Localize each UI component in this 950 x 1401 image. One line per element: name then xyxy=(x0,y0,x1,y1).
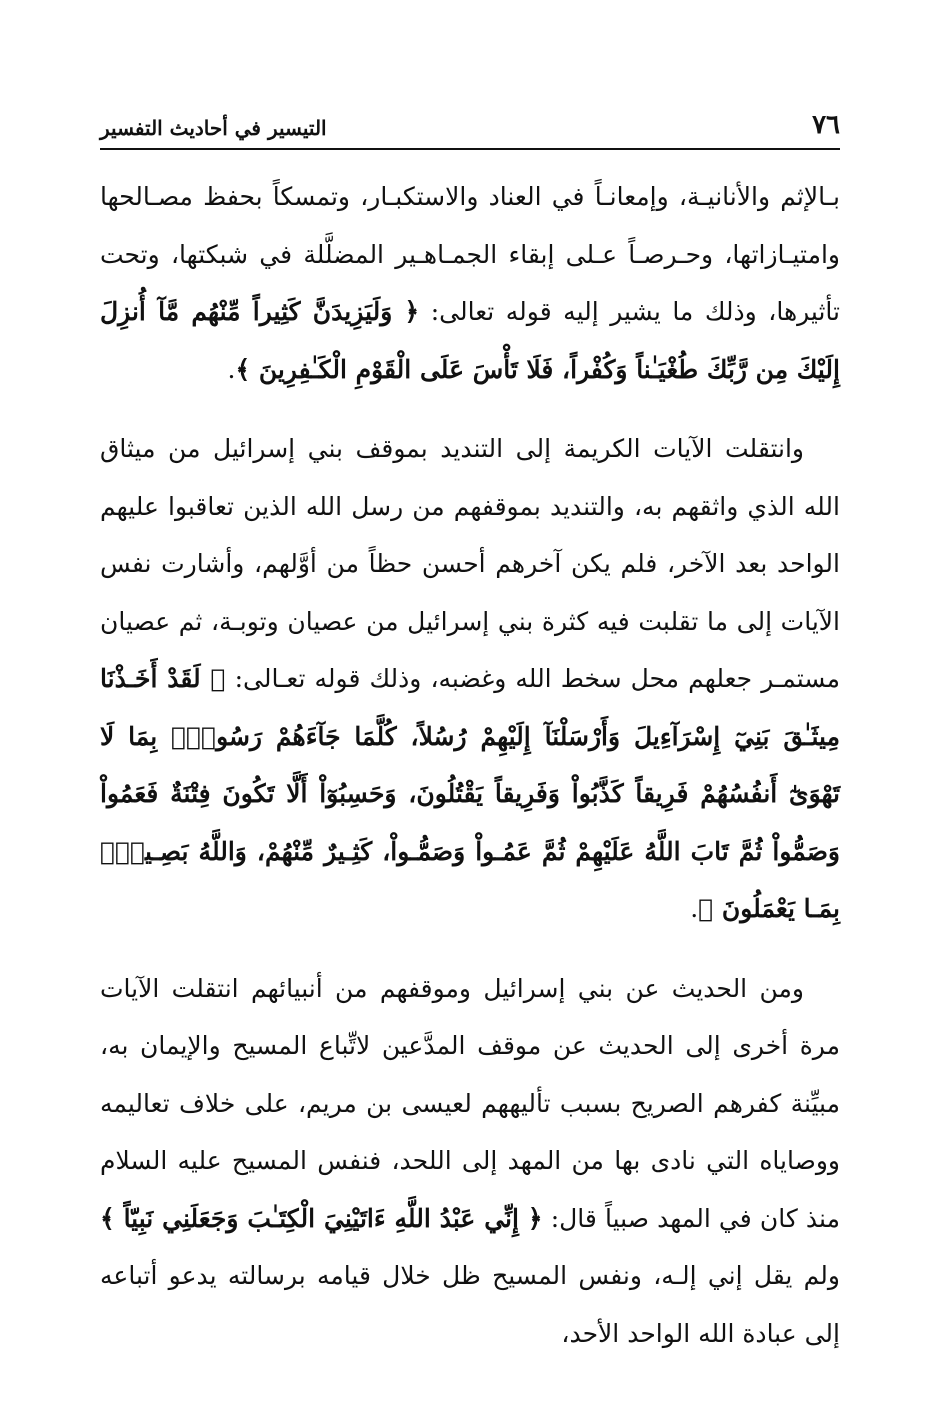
quran-verse-3: ﴿ إِنِّي عَبْدُ اللَّهِ ءَاتَيْنِيَ الْكِتَـٰبَ وَجَعَلَنِي نَبِيّاً ﴾ xyxy=(100,1203,543,1233)
paragraph-2-end: . xyxy=(690,894,699,923)
running-title: التيسير في أحاديث التفسير xyxy=(100,116,327,140)
paragraph-1-end: . xyxy=(227,354,236,384)
paragraph-1-text: بـالإثم والأنانيـة، وإمعانـاً في العناد والاستكبـار، وتمسكاً بحفظ مصـالحها وامتيـازاتها، وحـرصـاً عـلى إبقاء الجمـاهـير المضلَّلة في شبكتها، وتحت تأثيرها، وذلك ما يشير إليه قوله تعالى: xyxy=(100,182,840,326)
quran-verse-2: ﴿ لَقَدْ أَخَـذْنَا مِيثَـٰقَ بَنِيٓ إِسْرَآءِيلَ وَأَرْسَلْنَآ إِلَيْهِمْ رُسُلاً، كُلَّمَا جَآءَهُمْ رَسُولُۢ بِمَا لَا تَهْوَىٰٓ أَنفُسُهُمْ فَرِيقاً كَذَّبُواْ وَفَرِيقاً يَقْتُلُونَ، وَحَسِبُوٓاْ أَلَّا تَكُونَ فِتْنَةٌ فَعَمُواْ وَصَمُّواْ ثُمَّ تَابَ اللَّهُ عَلَيْهِمْ ثُمَّ عَمُـواْ وَصَمُّـواْ، كَثِـيرٌ مِّنْهُمْ، وَاللَّهُ بَصِـيرُۢ بِمَـا يَعْمَلُونَ ﴾ xyxy=(100,664,840,923)
quran-verse-1: ﴿ وَلَيَزِيدَنَّ كَثِيراً مِّنْهُم مَّآ أُنزِلَ إِلَيْكَ مِن رَّبِّكَ طُغْيَـٰناً وَكُفْراً، فَلَا تَأْسَ عَلَى الْقَوْمِ الْكَـٰفِرِينَ ﴾ xyxy=(100,297,840,384)
page-number: ٧٦ xyxy=(812,110,840,140)
paragraph-1 xyxy=(100,168,840,398)
body-text xyxy=(100,168,840,1362)
paragraph-3 xyxy=(100,960,840,1363)
paragraph-2-text: وانتقلت الآيات الكريمة إلى التنديد بموقف بني إسرائيل من ميثاق الله الذي واثقهم به، والتنديد بموقفهم من رسل الله الذين تعاقبوا عليهم الواحد بعد الآخر، فلم يكن آخرهم أحسن حظاً من أوَّلهم، وأشارت نفس الآيات إلى ما تقلبت فيه كثرة بني إسرائيل من عصيان وتوبـة، ثم عصيان مستمـر جعلهم محل سخط الله وغضبه، وذلك قوله تعـالى: xyxy=(100,434,840,693)
paragraph-3-text: ومن الحديث عن بني إسرائيل وموقفهم من أنبيائهم انتقلت الآيات مرة أخرى إلى الحديث عن موقف المدَّعين لاتِّباع المسيح والإيمان به، مبيِّنة كفرهم الصريح بسبب تأليههم لعيسى بن مريم، على خلاف تعاليمه ووصاياه التي نادى بها من المهد إلى اللحد، فنفس المسيح عليه السلام منذ كان في المهد صبياً قال: xyxy=(100,973,840,1233)
page-header xyxy=(100,108,840,150)
paragraph-2 xyxy=(100,420,840,938)
paragraph-3-end: ولم يقل إني إلـه، ونفس المسيح ظل خلال قيامه برسالته يدعو أتباعه إلى عبادة الله الواحد الأحد، xyxy=(100,1261,840,1348)
